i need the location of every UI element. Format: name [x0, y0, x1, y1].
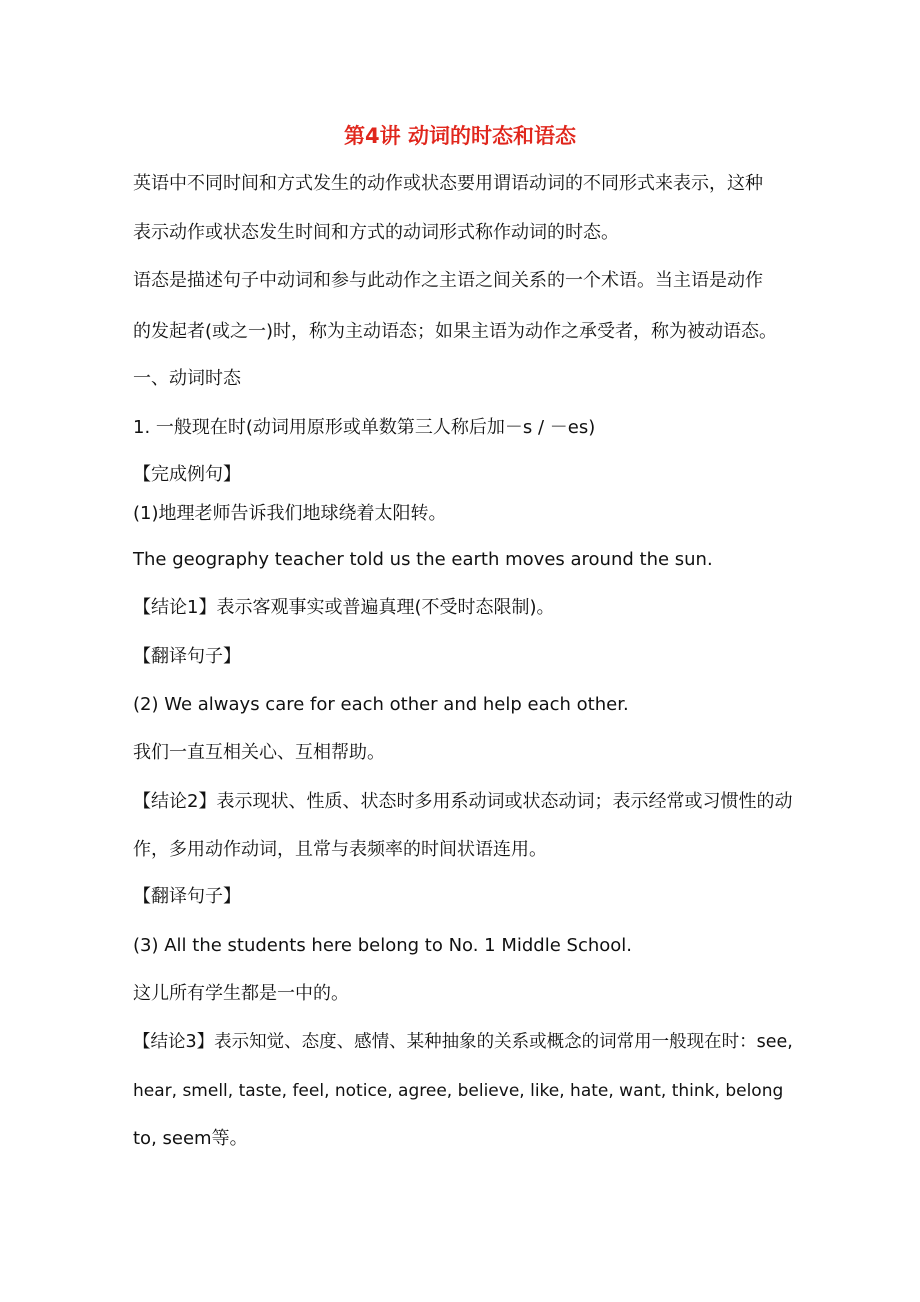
exercise-heading: 【翻译句子】 [133, 646, 241, 667]
example-sentence-chinese: 我们一直互相关心、互相帮助。 [133, 742, 385, 763]
exercise-heading: 【完成例句】 [133, 464, 241, 485]
intro-paragraph-line-2: 表示动作或状态发生时间和方式的动词形式称作动词的时态。 [133, 222, 619, 243]
example-sentence-english: (2) We always care for each other and help each other. [133, 694, 629, 715]
example-sentence-english: (3) All the students here belong to No. 1 Middle School. [133, 935, 633, 956]
section-heading: 一、动词时态 [133, 368, 241, 389]
example-sentence-english: The geography teacher told us the earth moves around the sun. [133, 549, 713, 570]
conclusion-3-line-1: 【结论3】表示知觉、态度、感情、某种抽象的关系或概念的词常用一般现在时：see, [133, 1032, 793, 1052]
conclusion-3-line-2: hear, smell, taste, feel, notice, agree, believe, like, hate, want, think, belong [133, 1081, 784, 1101]
voice-paragraph-line-2: 的发起者(或之一)时，称为主动语态；如果主语为动作之承受者，称为被动语态。 [133, 321, 778, 342]
conclusion-2-line-2: 作，多用动作动词，且常与表频率的时间状语连用。 [133, 839, 547, 860]
voice-paragraph-line-1: 语态是描述句子中动词和参与此动作之主语之间关系的一个术语。当主语是动作 [133, 270, 763, 291]
conclusion-2-line-1: 【结论2】表示现状、性质、状态时多用系动词或状态动词；表示经常或习惯性的动 [133, 791, 793, 812]
example-sentence-chinese: 这儿所有学生都是一中的。 [133, 983, 349, 1004]
example-sentence-chinese: (1)地理老师告诉我们地球绕着太阳转。 [133, 503, 447, 524]
intro-paragraph-line-1: 英语中不同时间和方式发生的动作或状态要用谓语动词的不同形式来表示，这种 [133, 173, 763, 194]
conclusion-1: 【结论1】表示客观事实或普遍真理(不受时态限制)。 [133, 597, 555, 618]
conclusion-3-line-3: to, seem等。 [133, 1128, 248, 1149]
lesson-title: 第4讲 动词的时态和语态 [344, 124, 576, 148]
exercise-heading: 【翻译句子】 [133, 886, 241, 907]
subsection-heading: 1. 一般现在时(动词用原形或单数第三人称后加－s / －es) [133, 417, 596, 438]
